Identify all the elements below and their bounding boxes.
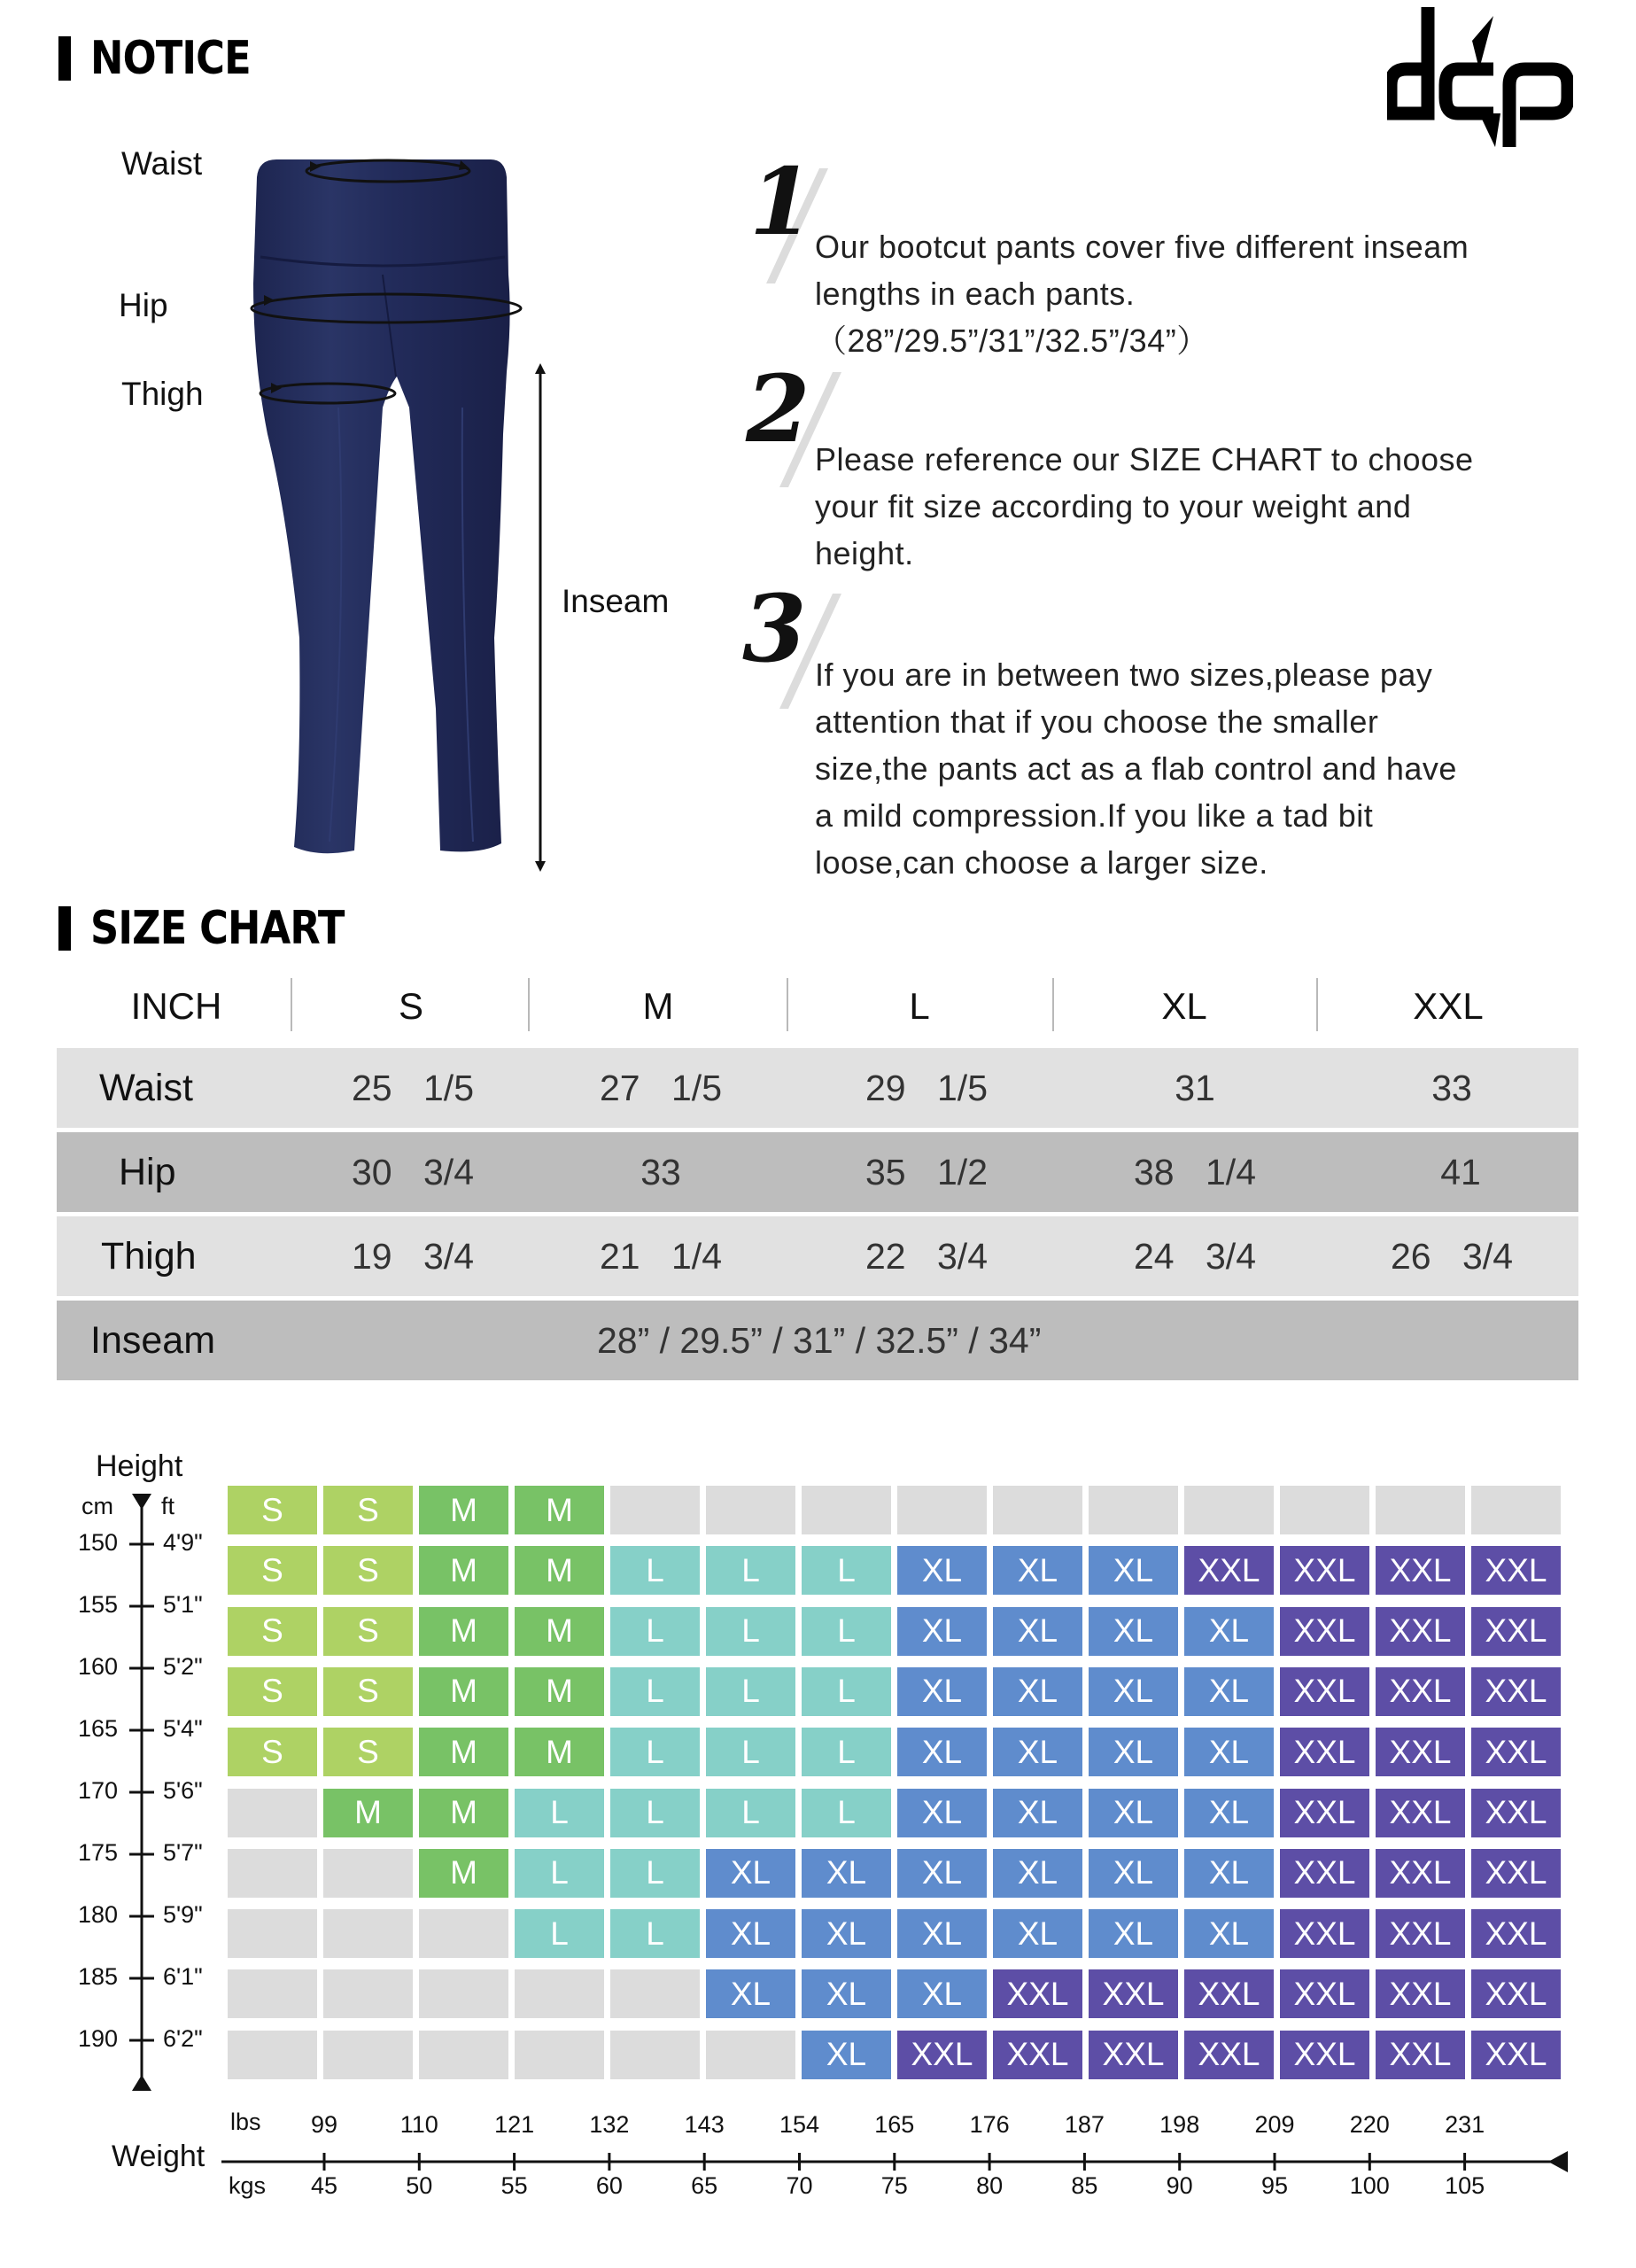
grid-cell: XL xyxy=(802,1849,891,1898)
grid-cell xyxy=(228,2031,317,2079)
note-3-line: If you are in between two sizes,please pay xyxy=(815,656,1433,693)
grid-cell: XXL xyxy=(1280,1667,1369,1716)
grid-cell: XL xyxy=(1089,1728,1178,1776)
grid-cell: XXL xyxy=(1376,1546,1465,1595)
logo-text: dcp xyxy=(1480,153,1484,155)
grid-cell: XL xyxy=(1184,1607,1274,1656)
size-chart-title: SIZE CHART xyxy=(90,902,345,955)
weight-kgs-label: 50 xyxy=(406,2172,433,2199)
grid-cell: XXL xyxy=(897,2031,987,2079)
grid-cell: XXL xyxy=(1089,1969,1178,2018)
grid-cell: S xyxy=(228,1486,317,1534)
notice-title: NOTICE xyxy=(90,32,251,85)
grid-cell: XL xyxy=(897,1849,987,1898)
weight-lbs-label: 154 xyxy=(779,2111,820,2138)
grid-cell: XL xyxy=(1184,1849,1274,1898)
grid-cell: XXL xyxy=(1184,2031,1274,2079)
grid-cell: XXL xyxy=(1471,1607,1561,1656)
size-header-xl: XL xyxy=(1161,985,1207,1027)
size-row-inseam xyxy=(57,1301,1578,1380)
weight-lbs-label: 209 xyxy=(1254,2111,1295,2138)
grid-cell xyxy=(1184,1486,1274,1534)
weight-lbs-label: 110 xyxy=(399,2111,438,2138)
cell-s: 30 3/4 xyxy=(352,1151,474,1192)
weight-kgs-label: 85 xyxy=(1071,2172,1098,2199)
grid-cell: S xyxy=(323,1728,413,1776)
weight-kgs-label: 70 xyxy=(786,2172,813,2199)
grid-cell: M xyxy=(419,1849,508,1898)
size-chart-heading xyxy=(58,902,385,955)
grid-cell xyxy=(1376,1486,1465,1534)
grid-cell: L xyxy=(610,1849,700,1898)
grid-cell: L xyxy=(706,1667,795,1716)
grid-cell: XXL xyxy=(1280,1546,1369,1595)
weight-kgs-label: 100 xyxy=(1349,2172,1390,2199)
size-chart-header-row xyxy=(57,969,1578,1044)
weight-kgs-label: 45 xyxy=(310,2172,338,2199)
height-ft-label: 5'4" xyxy=(163,1715,203,1742)
grid-cell xyxy=(419,1909,508,1958)
grid-cell: XXL xyxy=(993,2031,1082,2079)
height-cm-label: 160 xyxy=(78,1653,119,1680)
grid-cell: M xyxy=(323,1789,413,1837)
grid-cell: XL xyxy=(1184,1667,1274,1716)
grid-cell: XXL xyxy=(1471,1546,1561,1595)
unit-lbs: lbs xyxy=(230,2109,261,2135)
cell-xxl: 33 xyxy=(1431,1067,1472,1108)
grid-cell: XL xyxy=(706,1909,795,1958)
grid-cell: XL xyxy=(1089,1667,1178,1716)
grid-cell: XL xyxy=(897,1728,987,1776)
grid-cell xyxy=(1471,1486,1561,1534)
note-2-number: 2 xyxy=(746,354,810,463)
grid-cell: XXL xyxy=(1471,1909,1561,1958)
weight-lbs-label: 132 xyxy=(589,2111,630,2138)
note-1-number: 1 xyxy=(749,147,814,256)
unit-ft: ft xyxy=(161,1493,175,1519)
height-cm-label: 190 xyxy=(78,2025,119,2052)
row-label: Waist xyxy=(99,1066,193,1109)
cell-s: 19 3/4 xyxy=(352,1235,474,1277)
weight-kgs-label: 65 xyxy=(691,2172,718,2199)
size-row-waist xyxy=(57,1048,1578,1128)
note-2-line: Please reference our SIZE CHART to choose xyxy=(815,441,1474,478)
grid-cell: XL xyxy=(1184,1909,1274,1958)
grid-cell: L xyxy=(706,1546,795,1595)
grid-cell: L xyxy=(706,1728,795,1776)
size-header-m: M xyxy=(642,985,674,1027)
weight-lbs-label: 198 xyxy=(1159,2111,1200,2138)
weight-lbs-label: 231 xyxy=(1445,2111,1485,2138)
cell-xxl: 41 xyxy=(1440,1151,1481,1192)
grid-cell: XXL xyxy=(1184,1969,1274,2018)
grid-cell: XXL xyxy=(1376,1849,1465,1898)
grid-cell: XL xyxy=(802,1969,891,2018)
grid-cell: M xyxy=(515,1728,604,1776)
grid-cell: S xyxy=(323,1486,413,1534)
label-thigh: Thigh xyxy=(121,376,204,412)
grid-cell: M xyxy=(419,1546,508,1595)
grid-cell: S xyxy=(228,1607,317,1656)
grid-cell xyxy=(897,1486,987,1534)
grid-cell xyxy=(1280,1486,1369,1534)
grid-cell: XL xyxy=(993,1546,1082,1595)
grid-cell: XL xyxy=(1184,1728,1274,1776)
height-ft-label: 5'1" xyxy=(163,1591,203,1618)
grid-cell: XXL xyxy=(1376,1789,1465,1837)
grid-cell: XL xyxy=(993,1789,1082,1837)
grid-cell: S xyxy=(323,1607,413,1656)
cell-m: 27 1/5 xyxy=(600,1067,722,1108)
grid-cell xyxy=(228,1849,317,1898)
header-divider xyxy=(291,978,292,1031)
grid-cell: M xyxy=(419,1486,508,1534)
grid-cell: L xyxy=(610,1667,700,1716)
grid-cell: XL xyxy=(706,1969,795,2018)
grid-cell: L xyxy=(802,1667,891,1716)
height-ft-label: 4'9" xyxy=(163,1529,203,1556)
grid-cell: XL xyxy=(993,1849,1082,1898)
note-1-line: （28”/29.5”/31”/32.5”/34”） xyxy=(815,322,1209,359)
grid-cell: L xyxy=(802,1789,891,1837)
weight-lbs-label: 220 xyxy=(1349,2111,1390,2138)
grid-cell xyxy=(610,2031,700,2079)
note-2-line: your fit size according to your weight and xyxy=(815,488,1412,524)
height-ft-label: 6'2" xyxy=(163,2025,203,2052)
grid-cell xyxy=(228,1789,317,1837)
grid-cell: XL xyxy=(1089,1607,1178,1656)
weight-axis-title: Weight xyxy=(112,2140,205,2173)
height-ft-label: 5'7" xyxy=(163,1839,203,1866)
height-cm-label: 180 xyxy=(78,1901,119,1928)
size-header-l: L xyxy=(909,985,930,1027)
size-row-thigh xyxy=(57,1216,1578,1296)
row-label: Inseam xyxy=(90,1318,216,1362)
grid-cell: XXL xyxy=(1376,1969,1465,2018)
grid-cell xyxy=(706,1486,795,1534)
grid-cell: XXL xyxy=(1280,2031,1369,2079)
grid-cell: L xyxy=(610,1909,700,1958)
grid-cell: XL xyxy=(706,1849,795,1898)
grid-cell: S xyxy=(228,1667,317,1716)
grid-cell: L xyxy=(515,1849,604,1898)
height-cm-label: 150 xyxy=(78,1529,119,1556)
weight-lbs-label: 143 xyxy=(684,2111,725,2138)
heading-bar xyxy=(58,906,71,951)
grid-cell xyxy=(323,1909,413,1958)
grid-cell: XXL xyxy=(1471,1667,1561,1716)
grid-cell: XL xyxy=(1089,1849,1178,1898)
height-cm-label: 175 xyxy=(78,1839,119,1866)
height-ft-label: 6'1" xyxy=(163,1963,203,1990)
grid-cell: S xyxy=(323,1546,413,1595)
weight-kgs-label: 80 xyxy=(976,2172,1004,2199)
grid-cell: L xyxy=(610,1546,700,1595)
grid-cell: XL xyxy=(993,1607,1082,1656)
cell-l: 35 1/2 xyxy=(865,1151,988,1192)
grid-cell xyxy=(610,1969,700,2018)
note-2-line: height. xyxy=(815,535,914,571)
grid-cell xyxy=(515,1969,604,2018)
grid-cell: XL xyxy=(1089,1789,1178,1837)
size-header-xxl: XXL xyxy=(1413,985,1484,1027)
grid-cell xyxy=(515,2031,604,2079)
note-1-line: lengths in each pants. xyxy=(815,276,1136,312)
note-3-line: loose,can choose a larger size. xyxy=(815,844,1268,881)
grid-cell: M xyxy=(419,1607,508,1656)
cell-l: 29 1/5 xyxy=(865,1067,988,1108)
weight-lbs-label: 165 xyxy=(874,2111,915,2138)
cell-xxl: 26 3/4 xyxy=(1391,1235,1513,1277)
grid-cell: M xyxy=(515,1546,604,1595)
grid-cell: XXL xyxy=(1471,1849,1561,1898)
grid-cell xyxy=(993,1486,1082,1534)
label-hip: Hip xyxy=(119,287,168,323)
grid-cell: L xyxy=(515,1789,604,1837)
grid-cell: XXL xyxy=(1376,1728,1465,1776)
label-waist: Waist xyxy=(121,145,203,182)
grid-cell: L xyxy=(802,1607,891,1656)
grid-cell: XL xyxy=(897,1969,987,2018)
grid-cell xyxy=(706,2031,795,2079)
grid-cell xyxy=(323,1849,413,1898)
cell-xl: 31 xyxy=(1175,1067,1215,1108)
grid-cell: XL xyxy=(1089,1546,1178,1595)
grid-cell: M xyxy=(515,1667,604,1716)
height-ft-label: 5'9" xyxy=(163,1901,203,1928)
unit-cm: cm xyxy=(81,1493,113,1519)
note-3-number: 3 xyxy=(742,574,807,683)
grid-cell: XL xyxy=(993,1909,1082,1958)
cell-l: 22 3/4 xyxy=(865,1235,988,1277)
grid-cell: XL xyxy=(802,1909,891,1958)
height-cm-label: 170 xyxy=(78,1777,119,1804)
label-inseam: Inseam xyxy=(562,583,670,619)
grid-cell: M xyxy=(419,1667,508,1716)
grid-cell xyxy=(419,1969,508,2018)
grid-cell xyxy=(610,1486,700,1534)
height-cm-label: 155 xyxy=(78,1591,119,1618)
grid-cell: XXL xyxy=(1280,1849,1369,1898)
grid-cell: XXL xyxy=(1471,1969,1561,2018)
grid-cell: XL xyxy=(1184,1789,1274,1837)
grid-cell: XXL xyxy=(1280,1607,1369,1656)
grid-cell: XXL xyxy=(1471,1789,1561,1837)
grid-cell: XL xyxy=(897,1909,987,1958)
grid-cell: XL xyxy=(1089,1909,1178,1958)
weight-lbs-label: 121 xyxy=(494,2111,535,2138)
grid-cell: L xyxy=(610,1789,700,1837)
grid-cell xyxy=(323,2031,413,2079)
weight-kgs-label: 90 xyxy=(1166,2172,1193,2199)
grid-cell: XL xyxy=(897,1667,987,1716)
cell-xl: 38 1/4 xyxy=(1134,1151,1256,1192)
grid-cell xyxy=(228,1909,317,1958)
row-label: Thigh xyxy=(101,1234,197,1278)
grid-cell: XXL xyxy=(1471,1728,1561,1776)
grid-cell: M xyxy=(515,1607,604,1656)
weight-kgs-label: 55 xyxy=(500,2172,528,2199)
grid-cell: XL xyxy=(897,1607,987,1656)
grid-cell: XXL xyxy=(1376,1909,1465,1958)
grid-cell: XL xyxy=(993,1728,1082,1776)
grid-cell: L xyxy=(706,1607,795,1656)
grid-cell xyxy=(802,1486,891,1534)
grid-cell: XXL xyxy=(1471,2031,1561,2079)
unit-header: INCH xyxy=(130,985,222,1027)
size-row-hip xyxy=(57,1132,1578,1212)
cell-s: 25 1/5 xyxy=(352,1067,474,1108)
weight-kgs-label: 75 xyxy=(880,2172,908,2199)
grid-cell: M xyxy=(419,1789,508,1837)
grid-cell: XXL xyxy=(1089,2031,1178,2079)
grid-cell: XXL xyxy=(1376,2031,1465,2079)
grid-cell: M xyxy=(419,1728,508,1776)
row-label: Hip xyxy=(119,1150,176,1193)
grid-cell xyxy=(419,2031,508,2079)
grid-cell: XXL xyxy=(1376,1667,1465,1716)
height-cm-label: 185 xyxy=(78,1963,119,1990)
cell-m: 21 1/4 xyxy=(600,1235,722,1277)
grid-cell: L xyxy=(802,1546,891,1595)
grid-cell: XL xyxy=(897,1789,987,1837)
weight-lbs-label: 176 xyxy=(969,2111,1010,2138)
grid-cell: L xyxy=(706,1789,795,1837)
size-chart-table xyxy=(57,969,1578,1380)
grid-cell: XXL xyxy=(993,1969,1082,2018)
grid-cell: L xyxy=(610,1607,700,1656)
note-1-line: Our bootcut pants cover five different inseam xyxy=(815,229,1469,265)
grid-cell: M xyxy=(515,1486,604,1534)
note-2-text xyxy=(815,436,1577,577)
grid-cell: S xyxy=(228,1546,317,1595)
note-3-line: a mild compression.If you like a tad bit xyxy=(815,797,1374,834)
note-3-line: size,the pants act as a flab control and have xyxy=(815,750,1457,787)
height-ft-label: 5'6" xyxy=(163,1777,203,1804)
note-3-line: attention that if you choose the smaller xyxy=(815,703,1379,740)
grid-cell xyxy=(1089,1486,1178,1534)
grid-cell: L xyxy=(802,1728,891,1776)
grid-cell: XXL xyxy=(1184,1546,1274,1595)
grid-cell: S xyxy=(228,1728,317,1776)
size-header-s: S xyxy=(398,985,423,1027)
cell-m: 33 xyxy=(640,1151,681,1192)
weight-kgs-label: 105 xyxy=(1445,2172,1485,2199)
note-3-text xyxy=(815,651,1577,886)
grid-cell xyxy=(228,1969,317,2018)
grid-cell: XXL xyxy=(1280,1728,1369,1776)
grid-cell: XXL xyxy=(1376,1607,1465,1656)
height-cm-label: 165 xyxy=(78,1715,119,1742)
grid-cell: XXL xyxy=(1280,1969,1369,2018)
grid-cell: S xyxy=(323,1667,413,1716)
height-ft-label: 5'2" xyxy=(163,1653,203,1680)
weight-kgs-label: 95 xyxy=(1260,2172,1289,2199)
weight-lbs-label: 187 xyxy=(1064,2111,1105,2138)
grid-cell: XXL xyxy=(1280,1789,1369,1837)
grid-cell: L xyxy=(610,1728,700,1776)
weight-lbs-label: 99 xyxy=(310,2111,338,2138)
height-axis-title: Height xyxy=(96,1449,183,1483)
weight-kgs-label: 60 xyxy=(595,2172,623,2199)
unit-kgs: kgs xyxy=(229,2172,267,2199)
note-1-text xyxy=(815,223,1577,364)
inseam-value: 28” / 29.5” / 31” / 32.5” / 34” xyxy=(597,1319,1042,1361)
grid-cell: XXL xyxy=(1280,1909,1369,1958)
grid-cell xyxy=(323,1969,413,2018)
grid-cell: XL xyxy=(993,1667,1082,1716)
grid-cell: L xyxy=(515,1909,604,1958)
grid-cell: XL xyxy=(897,1546,987,1595)
grid-cell: XL xyxy=(802,2031,891,2079)
cell-xl: 24 3/4 xyxy=(1134,1235,1256,1277)
